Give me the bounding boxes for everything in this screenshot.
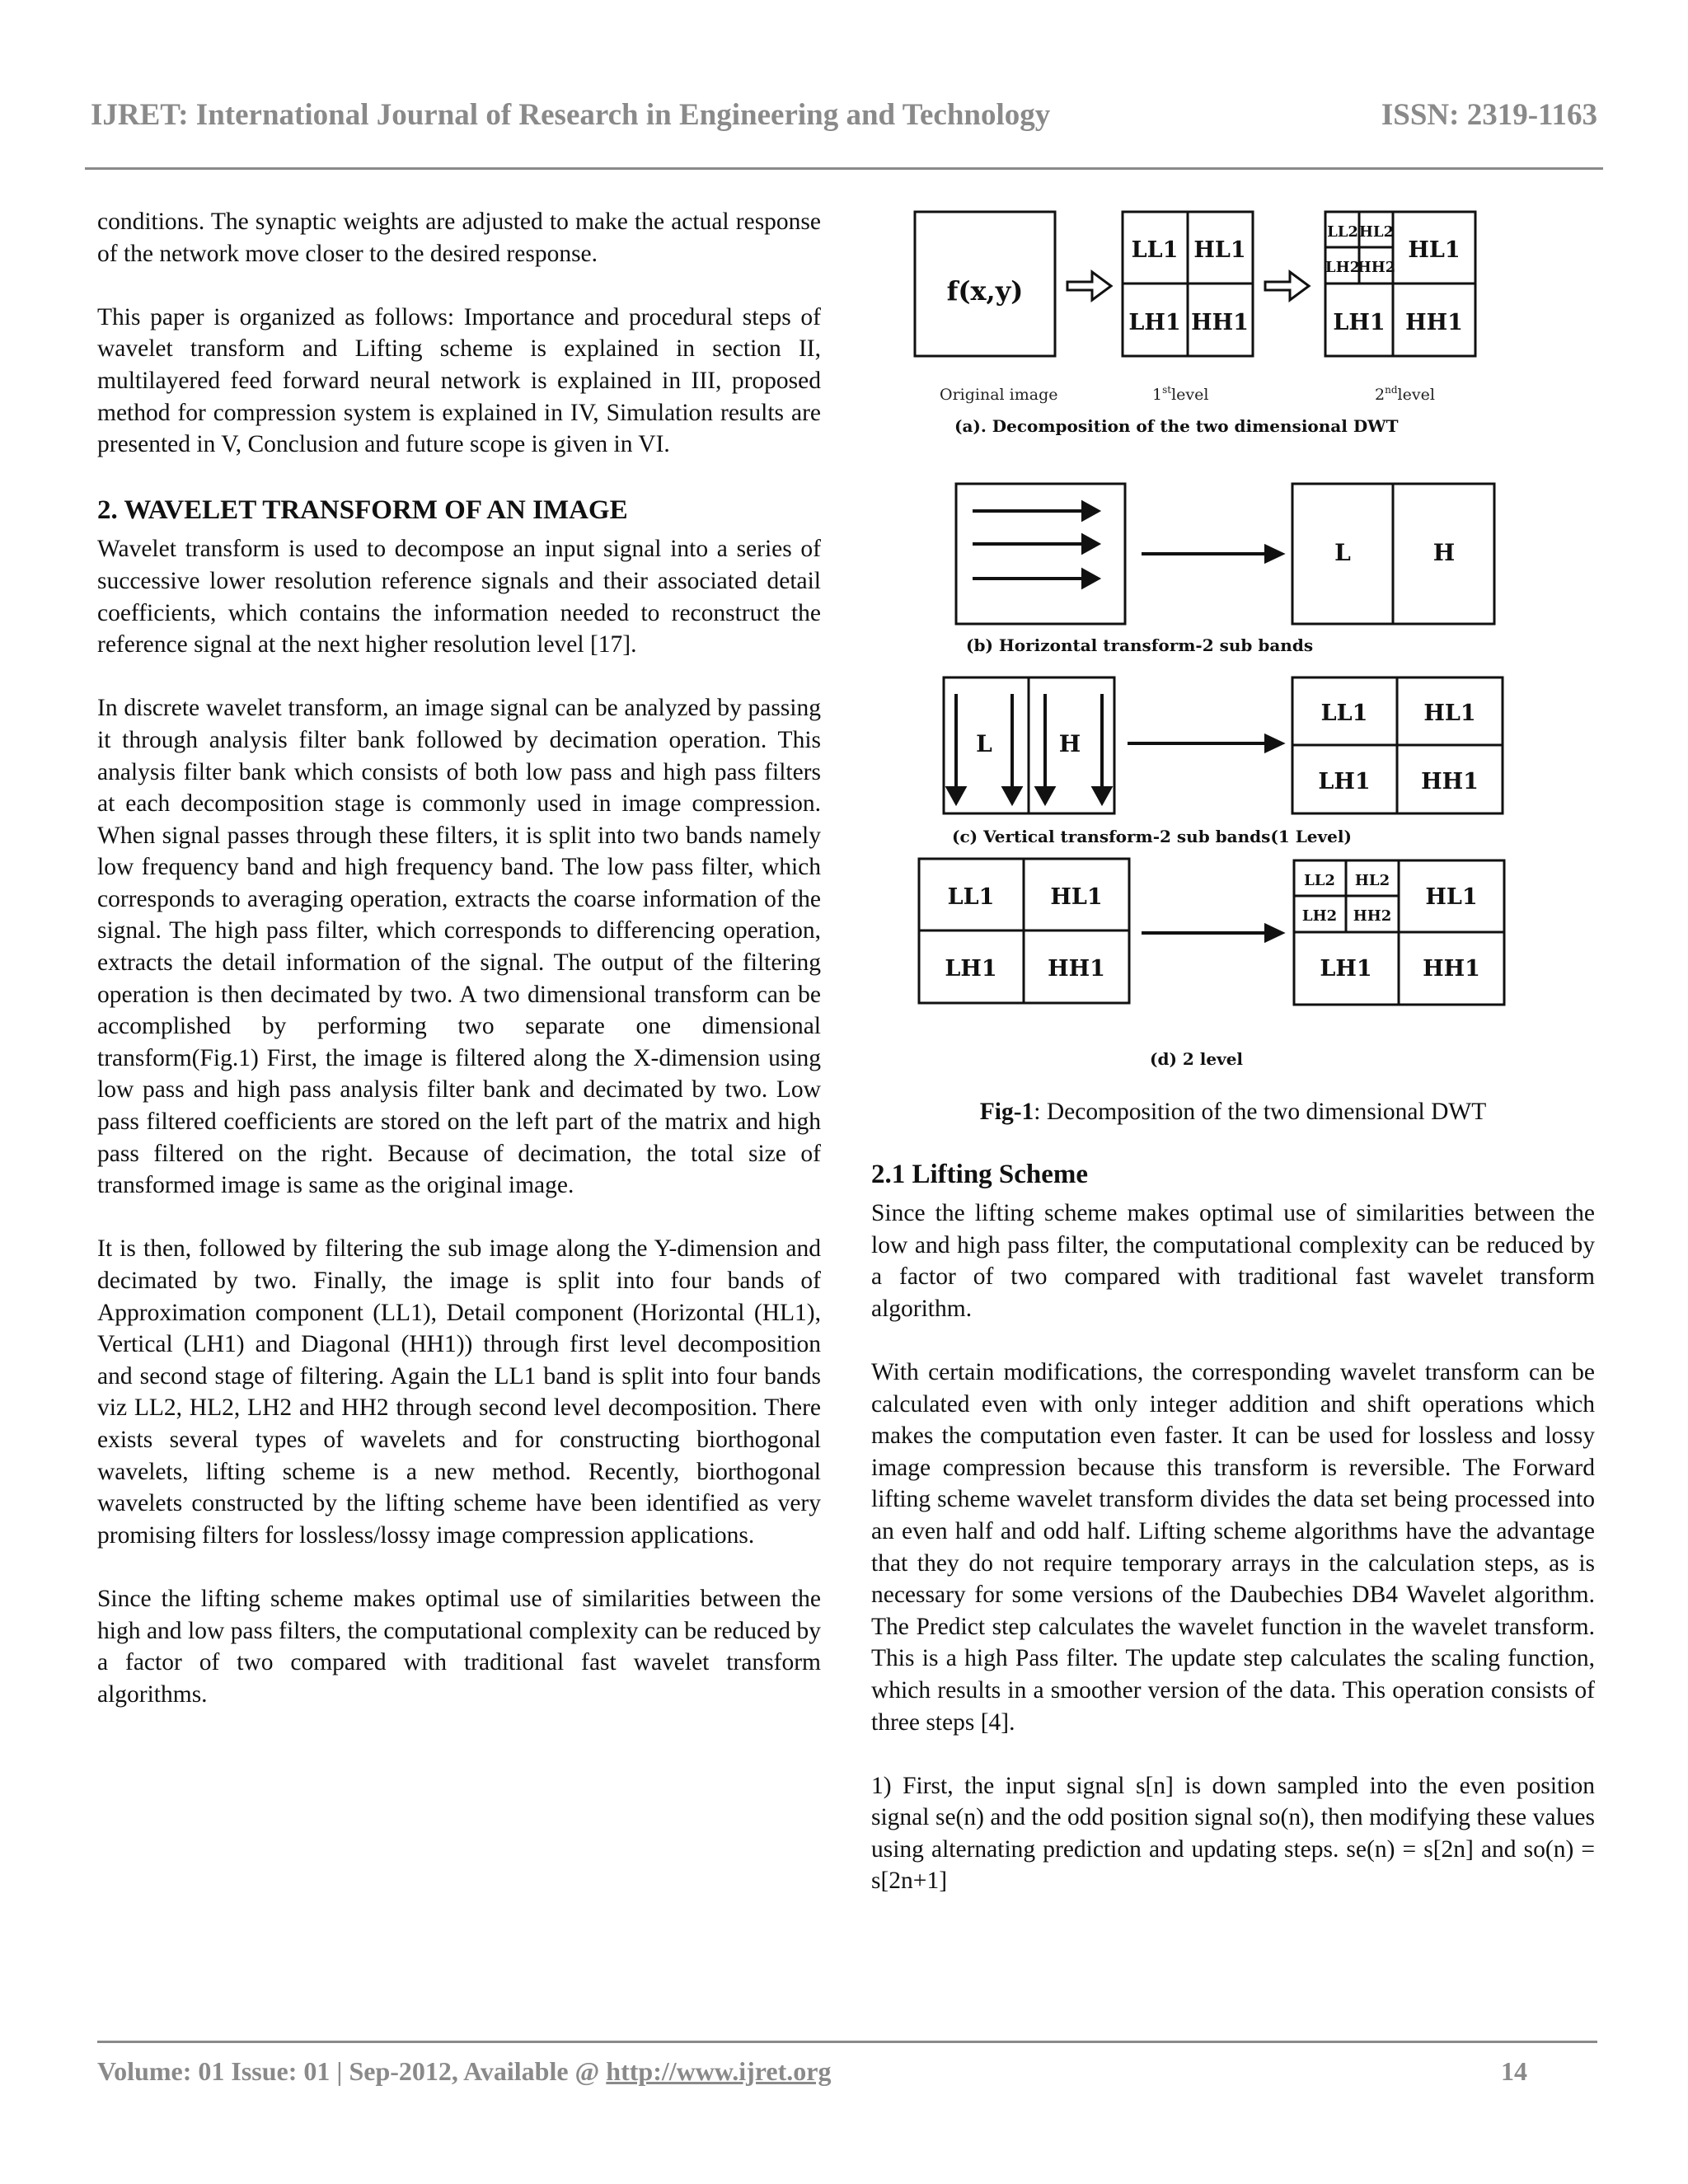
outline-arrow-icon [1265, 272, 1309, 300]
svg-text:HL1: HL1 [1050, 884, 1103, 910]
svg-text:L: L [1334, 539, 1351, 566]
paragraph: Wavelet transform is used to decompose an input signal into a series of successive lower resolution reference signals and their associated detail coefficients, which contains the information needed to reconstruct the reference signal at the next higher resolution level [17]. [97, 536, 821, 658]
subsection-heading: 2.1 Lifting Scheme [871, 1160, 1089, 1189]
svg-text:L: L [976, 730, 992, 757]
svg-text:(d) 2 level: (d) 2 level [1150, 1049, 1244, 1069]
svg-text:LH1: LH1 [1333, 310, 1386, 335]
svg-text:HL2: HL2 [1354, 872, 1390, 889]
journal-link[interactable]: http://www.ijret.org [606, 2056, 832, 2086]
svg-text:HH2: HH2 [1353, 907, 1392, 925]
svg-text:LH1: LH1 [1318, 769, 1371, 794]
svg-text:LL1: LL1 [947, 884, 995, 910]
svg-text:LH1: LH1 [1320, 956, 1372, 982]
paragraph: It is then, followed by filtering the sub image along the Y-dimension and decimated by two. Finally, the image is split into four bands of Approximation component (LL1), Detail component (Horizontal (HL1), Vertical (LH1) and Diagonal (HH1)) through first level decomposition and second stage of filtering. Again the LL1 band is split into four bands viz LL2, HL2, LH2 and HH2 through second level decomposition. There exists several types of wavelets and for constructing biorthogonal wavelets, lifting scheme is a new method. Recently, biorthogonal wavelets constructed by the lifting scheme have been identified as very promising filters for lossless/lossy image compression applications. [97, 1235, 821, 1549]
right-column [871, 1156, 1595, 1929]
paragraph: In discrete wavelet transform, an image signal can be analyzed by passing it through analysis filter bank followed by decimation operation. This analysis filter bank which consists of both low pass and high pass filters at each decomposition stage is commonly used in image compression. When signal passes through these filters, it is split into two bands namely low frequency band and high frequency band. The low pass filter, which corresponds to averaging operation, extracts the coarse information of the signal. The high pass filter, which corresponds to differencing operation, extracts the detail information of the signal. The output of the filtering operation is then decimated by two. A two dimensional transform can be accomplished by performing two separate one dimensional transform(Fig.1) First, the image is filtered along the X-dimension using low pass and high pass analysis filter bank and decimated by two. Low pass filtered coefficients are stored on the left part of the matrix and high pass filtered on the right. Because of decimation, the total size of transformed image is same as the original image. [97, 695, 821, 1199]
svg-text:(c) Vertical transform-2 sub b: (c) Vertical transform-2 sub bands(1 Level) [952, 827, 1352, 846]
svg-text:H: H [1432, 539, 1456, 566]
figure-caption [871, 1099, 1595, 1126]
svg-text:H: H [1058, 730, 1081, 757]
svg-text:HH1: HH1 [1423, 956, 1480, 982]
svg-text:LL2: LL2 [1327, 223, 1358, 241]
svg-text:HH1: HH1 [1405, 310, 1463, 335]
svg-text:1stlevel: 1stlevel [1152, 384, 1209, 404]
svg-text:HH1: HH1 [1191, 310, 1249, 335]
svg-text:LL1: LL1 [1320, 701, 1368, 726]
figure-caption-text: : Decomposition of the two dimensional DWT [1034, 1099, 1487, 1125]
header-rule [85, 167, 1603, 170]
svg-text:HL1: HL1 [1425, 884, 1478, 910]
paragraph: With certain modifications, the corresponding wavelet transform can be calculated even with only integer addition and shift operations which makes the computation even faster. It can be used for lossless and lossy image compression because this transform is reversible. The Forward lifting scheme wavelet transform divides the data set being processed into an even half and odd half. Lifting scheme algorithms have the advantage that they do not require temporary arrays in the calculation steps, as is necessary for some versions of the Daubechies DB4 Wavelet algorithm. The Predict step calculates the wavelet function in the wavelet transform. This is a high Pass filter. The update step calculates the scaling function, which results in a smoother version of the data. This operation consists of three steps [4]. [871, 1358, 1595, 1736]
journal-title: IJRET: International Journal of Research in Engineering and Technology [91, 98, 1051, 132]
paragraph: 1) First, the input signal s[n] is down sampled into the even position signal se(n) and the odd position signal so(n), then modifying these values using alternating prediction and updating steps. se(n) = s[2n] and so(n) = s[2n+1] [871, 1772, 1595, 1895]
svg-text:HL1: HL1 [1423, 701, 1476, 726]
svg-text:LH2: LH2 [1301, 907, 1338, 925]
paragraph: This paper is organized as follows: Importance and procedural steps of wavelet transform and Lifting scheme is explained in section II, multilayered feed forward neural network is explained in III, proposed method for compression system is explained in IV, Simulation results are presented in V, Conclusion and future scope is given in VI. [97, 303, 821, 458]
figure-caption-label: Fig-1 [979, 1099, 1034, 1125]
svg-text:HL1: HL1 [1408, 237, 1461, 263]
svg-text:(a). Decomposition of the two: (a). Decomposition of the two dimensional DWT [954, 416, 1399, 436]
svg-text:Original image: Original image [940, 386, 1058, 404]
running-header [91, 97, 1597, 133]
paragraph: Since the lifting scheme makes optimal use of similarities between the low and high pass filter, the computational complexity can be reduced by a factor of two compared with traditional fast wavelet transform algorithm. [871, 1200, 1595, 1322]
svg-text:(b) Horizontal transform-2 sub: (b) Horizontal transform-2 sub bands [966, 635, 1314, 655]
figure-drawing [907, 208, 1558, 1073]
footer-volume: Volume: 01 Issue: 01 | Sep-2012, Available @ http://www.ijret.org [97, 2056, 832, 2086]
page-number: 14 [1501, 2056, 1527, 2086]
paragraph: Since the lifting scheme makes optimal use of similarities between the high and low pass filters, the computational complexity can be reduced by a factor of two compared with traditional fast wavelet transform algorithms. [97, 1585, 821, 1708]
section-heading: 2. WAVELET TRANSFORM OF AN IMAGE [97, 495, 628, 526]
left-column [97, 206, 821, 1742]
svg-text:HL1: HL1 [1193, 237, 1246, 263]
issn: ISSN: 2319-1163 [1381, 98, 1597, 132]
svg-text:HH2: HH2 [1357, 259, 1396, 276]
svg-text:f(x,y): f(x,y) [946, 275, 1024, 307]
svg-text:HH1: HH1 [1421, 769, 1479, 794]
input-image-box [956, 484, 1125, 624]
svg-text:HH1: HH1 [1048, 956, 1105, 982]
svg-text:HL2: HL2 [1358, 223, 1395, 241]
svg-text:LL1: LL1 [1131, 237, 1179, 263]
running-footer [97, 2056, 1527, 2087]
svg-text:LL2: LL2 [1304, 872, 1335, 889]
outline-arrow-icon [1067, 272, 1111, 300]
svg-text:2ndlevel: 2ndlevel [1375, 384, 1435, 404]
svg-text:LH1: LH1 [945, 956, 997, 982]
svg-text:LH1: LH1 [1128, 310, 1181, 335]
figure-dwt-decomposition [907, 208, 1558, 1073]
paragraph: conditions. The synaptic weights are adjusted to make the actual response of the network move closer to the desired response. [97, 209, 821, 267]
footer-rule [97, 2041, 1597, 2043]
svg-text:LH2: LH2 [1325, 259, 1361, 276]
